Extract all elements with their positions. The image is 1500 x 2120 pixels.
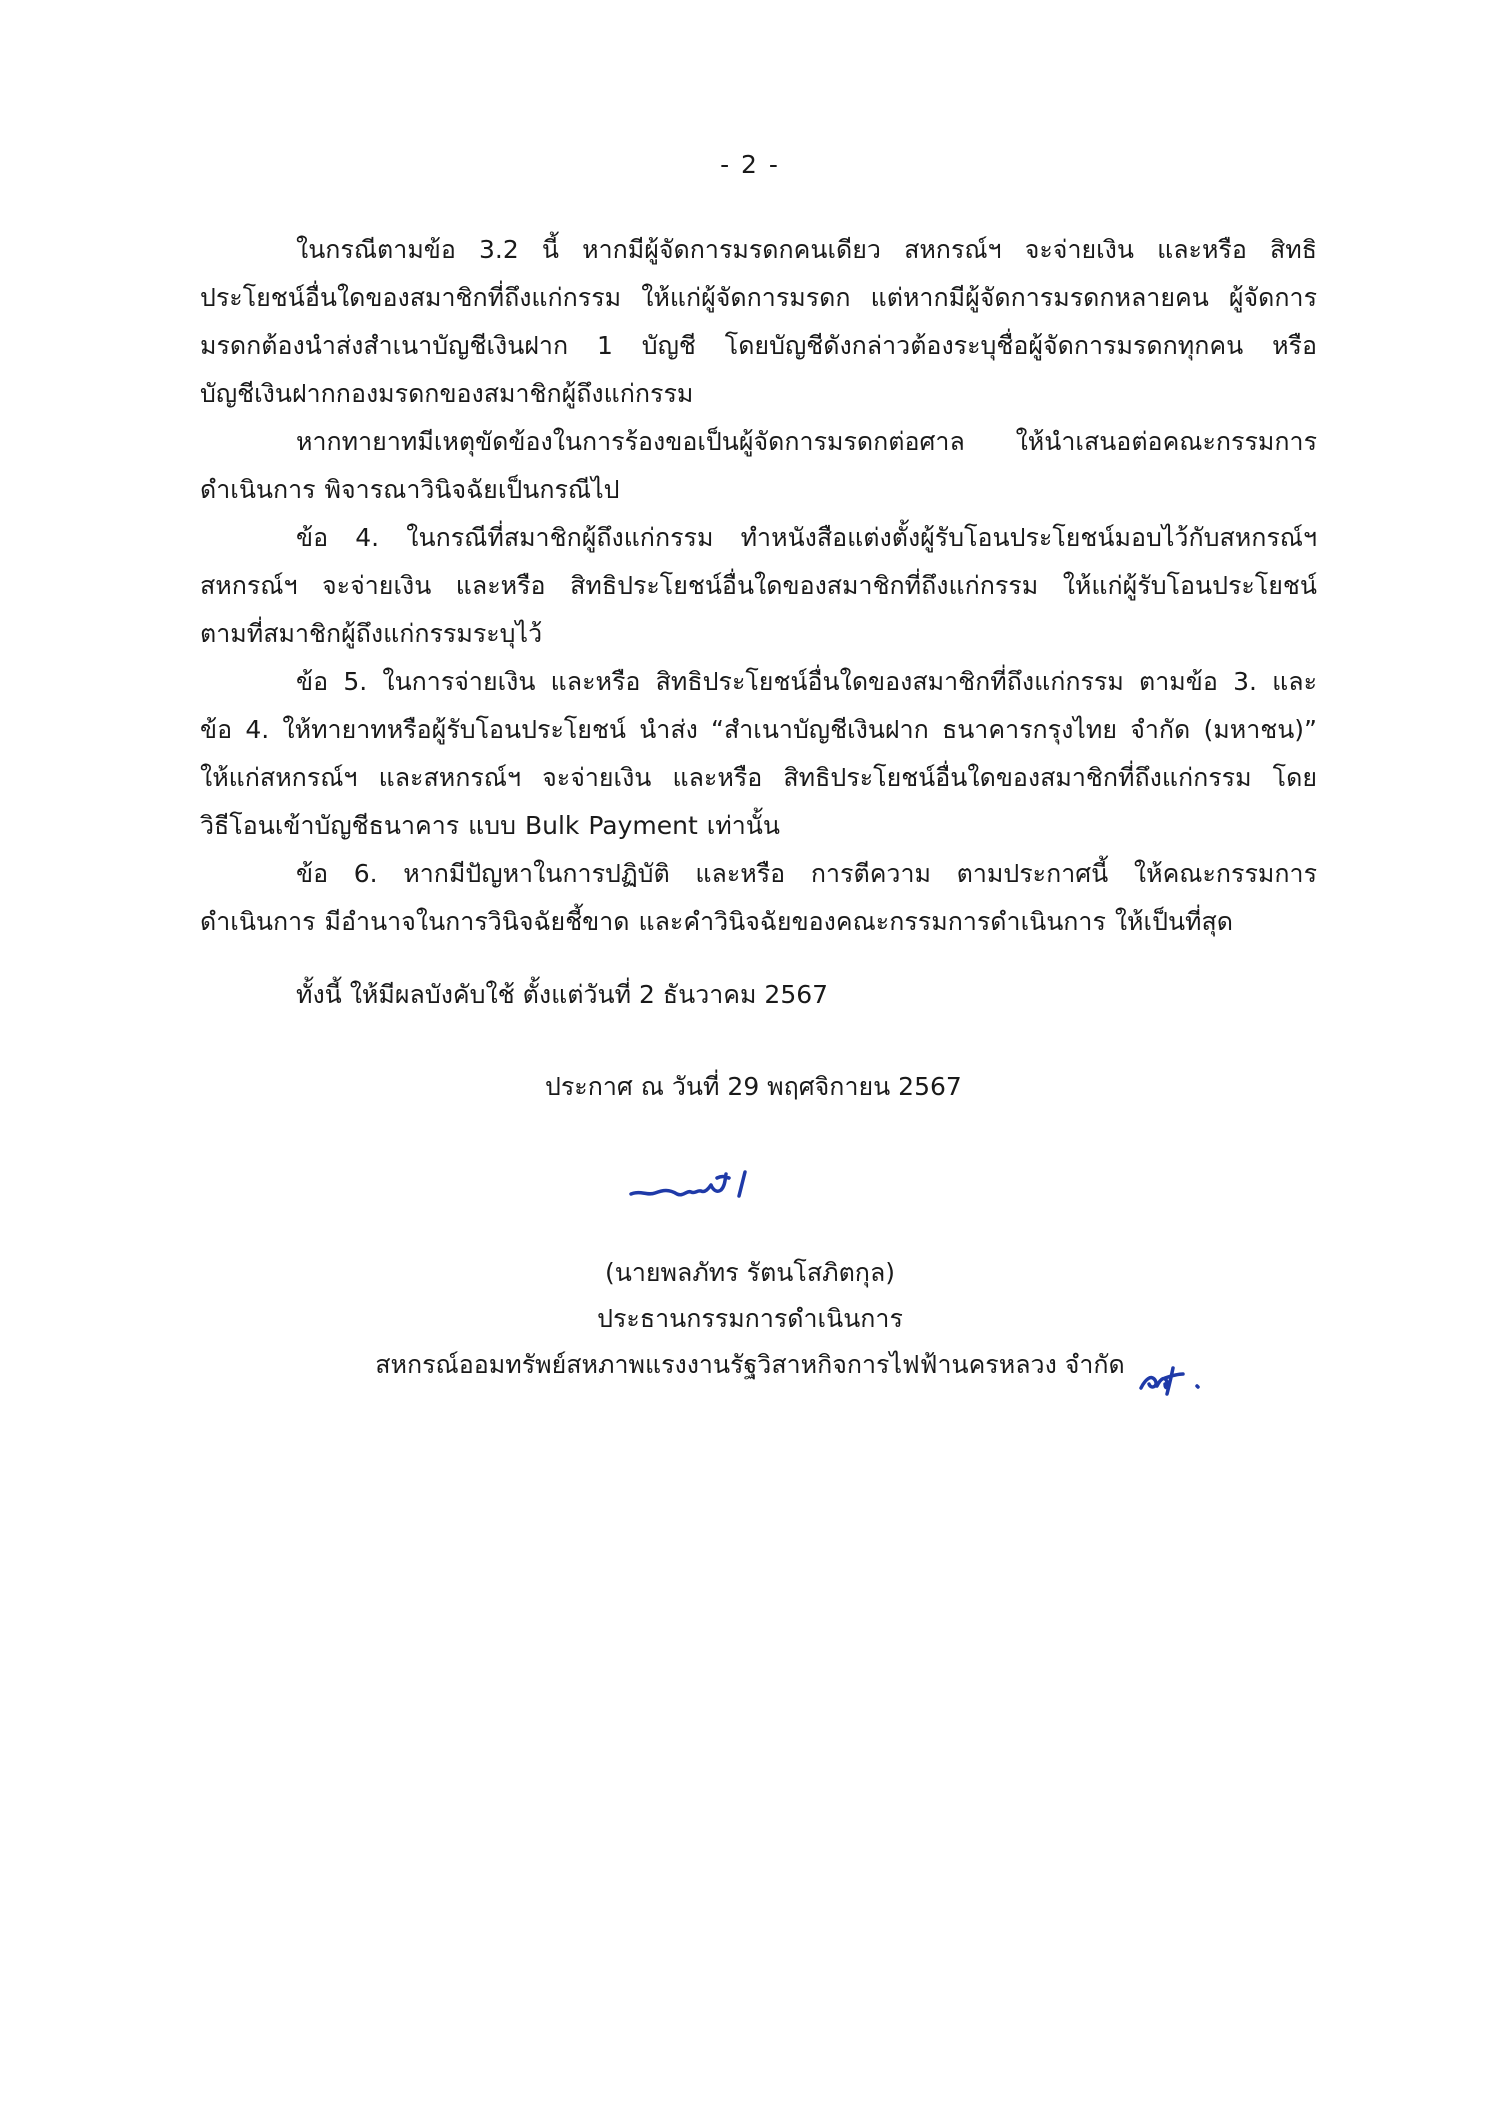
paragraph-1-line-2: ประโยชน์อื่นใดของสมาชิกที่ถึงแก่กรรม ให้แก่ผู้จัดการมรดก แต่หากมีผู้จัดการมรดกหลายคน ผู้จัดการ — [200, 283, 1317, 312]
paragraph-3-line-3: ตามที่สมาชิกผู้ถึงแก่กรรมระบุไว้ — [200, 619, 543, 648]
paragraph-2-line-1: หากทายาทมีเหตุขัดข้องในการร้องขอเป็นผู้จัดการมรดกต่อศาล ให้นำเสนอต่อคณะกรรมการ — [296, 427, 1317, 456]
paragraph-5-line-1: ข้อ 6. หากมีปัญหาในการปฏิบัติ และหรือ การตีความ ตามประกาศนี้ ให้คณะกรรมการ — [296, 859, 1317, 888]
paragraph-1-line-1: ในกรณีตามข้อ 3.2 นี้ หากมีผู้จัดการมรดกคนเดียว สหกรณ์ฯ จะจ่ายเงิน และหรือ สิทธิ — [296, 235, 1317, 264]
paragraph-5-line-2: ดำเนินการ มีอำนาจในการวินิจฉัยชี้ขาด และคำวินิจฉัยของคณะกรรมการดำเนินการ ให้เป็นที่สุด — [200, 907, 1234, 936]
document-body — [200, 226, 1317, 946]
signatory-organization: สหกรณ์ออมทรัพย์สหภาพแรงงานรัฐวิสาหกิจการไฟฟ้านครหลวง จำกัด — [375, 1350, 1125, 1379]
paragraph-1-line-4: บัญชีเงินฝากกองมรดกของสมาชิกผู้ถึงแก่กรรม — [200, 379, 694, 408]
paragraph-4-line-1: ข้อ 5. ในการจ่ายเงิน และหรือ สิทธิประโยชน์อื่นใดของสมาชิกที่ถึงแก่กรรม ตามข้อ 3. และ — [296, 667, 1317, 696]
signatory-name: (นายพลภัทร รัตนโสภิตกุล) — [604, 1258, 896, 1287]
paragraph-4-line-4: วิธีโอนเข้าบัญชีธนาคาร แบบ Bulk Payment เท่านั้น — [200, 811, 780, 840]
signatory-position: ประธานกรรมการดำเนินการ — [597, 1304, 903, 1333]
effective-date-text: ทั้งนี้ ให้มีผลบังคับใช้ ตั้งแต่วันที่ 2 ธันวาคม 2567 — [296, 980, 829, 1009]
paragraph-4-line-2: ข้อ 4. ให้ทายาทหรือผู้รับโอนประโยชน์ นำส่ง “สำเนาบัญชีเงินฝาก ธนาคารกรุงไทย จำกัด (มหาชน)” — [200, 715, 1317, 744]
page-number: - 2 - — [720, 150, 780, 179]
handwritten-initials — [1135, 1350, 1210, 1400]
paragraph-3-line-1: ข้อ 4. ในกรณีที่สมาชิกผู้ถึงแก่กรรม ทำหนังสือแต่งตั้งผู้รับโอนประโยชน์มอบไว้กับสหกรณ์ฯ — [296, 523, 1317, 552]
paragraph-2-line-2: ดำเนินการ พิจารณาวินิจฉัยเป็นกรณีไป — [200, 475, 620, 504]
paragraph-4-line-3: ให้แก่สหกรณ์ฯ และสหกรณ์ฯ จะจ่ายเงิน และหรือ สิทธิประโยชน์อื่นใดของสมาชิกที่ถึงแก่กรรม โดย — [200, 763, 1317, 792]
paragraph-1-line-3: มรดกต้องนำส่งสำเนาบัญชีเงินฝาก 1 บัญชี โดยบัญชีดังกล่าวต้องระบุชื่อผู้จัดการมรดกทุกคน หรือ — [200, 331, 1317, 360]
announcement-date-text: ประกาศ ณ วันที่ 29 พฤศจิกายน 2567 — [545, 1072, 962, 1101]
paragraph-3-line-2: สหกรณ์ฯ จะจ่ายเงิน และหรือ สิทธิประโยชน์อื่นใดของสมาชิกที่ถึงแก่กรรม ให้แก่ผู้รับโอนประโยชน์ — [200, 571, 1317, 600]
handwritten-signature — [625, 1160, 775, 1210]
signatory-block — [0, 1250, 1500, 1388]
